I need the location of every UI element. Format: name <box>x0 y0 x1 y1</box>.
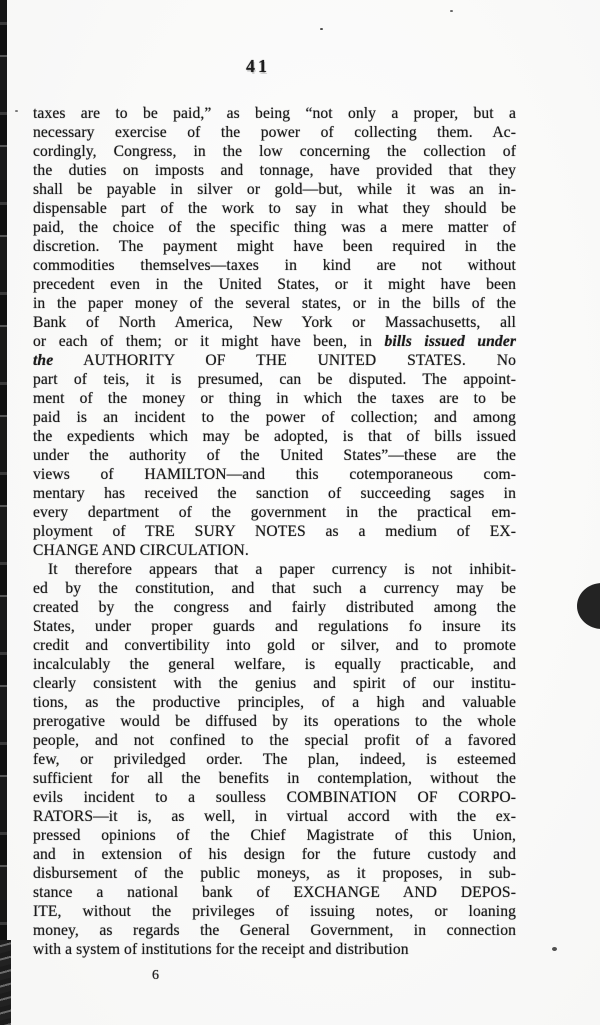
text-line: CHANGE AND CIRCULATION. <box>33 542 249 559</box>
scan-edge-left-bottom <box>0 940 11 1025</box>
text-line: sufficient for all the benefits in contemplation, without the <box>33 770 516 787</box>
text-line: and in extension of his design for the future custody and <box>33 846 516 863</box>
text-line: views of HAMILTON—and this cotemporaneous com- <box>33 466 516 483</box>
text-line: paid, the choice of the specific thing was a mere matter of <box>33 219 516 236</box>
text-line: money, as regards the General Government, in connection <box>33 922 516 939</box>
scan-blob-right <box>577 583 600 629</box>
text-line: shall be payable in silver or gold—but, while it was an in- <box>33 181 516 198</box>
body-text-block <box>33 104 516 959</box>
text-line: or each of them; or it might have been, in bills issued under <box>33 333 517 350</box>
text-line: ment of the money or thing in which the taxes are to be <box>33 390 516 407</box>
text-line: commodities themselves—taxes in kind are not without <box>33 257 516 274</box>
page-number: 41 <box>246 56 270 76</box>
text-line: cordingly, Congress, in the low concerning the collection of <box>33 143 516 160</box>
text-line: stance a national bank of EXCHANGE AND DEPOS- <box>33 884 516 901</box>
scan-edge-left <box>0 0 7 1025</box>
text-line: the expedients which may be adopted, is that of bills issued <box>33 428 516 445</box>
text-line: pressed opinions of the Chief Magistrate of this Union, <box>33 827 516 844</box>
text-line: It therefore appears that a paper currency is not inhibit- <box>48 561 516 578</box>
text-line: States, under proper guards and regulations fo insure its <box>33 618 516 635</box>
text-line: tions, as the productive principles, of a high and valuable <box>33 694 516 711</box>
text-line: dispensable part of the work to say in what they should be <box>33 200 516 217</box>
text-line: people, and not confined to the special profit of a favored <box>33 732 516 749</box>
text-line: the duties on imposts and tonnage, have provided that they <box>33 162 516 179</box>
signature-mark: 6 <box>152 968 159 983</box>
text-line: in the paper money of the several states, or in the bills of the <box>33 295 516 312</box>
text-line: the AUTHORITY OF THE UNITED STATES. No <box>33 352 516 369</box>
text-line: every department of the government in the practical em- <box>33 504 516 521</box>
text-line: few, or priviledged order. The plan, indeed, is esteemed <box>33 751 516 768</box>
text-line: ployment of TRE SURY NOTES as a medium of EX- <box>33 523 516 540</box>
text-line: ed by the constitution, and that such a currency may be <box>33 580 516 597</box>
text-line: prerogative would be diffused by its operations to the whole <box>33 713 516 730</box>
text-line: evils incident to a soulless COMBINATION OF CORPO- <box>33 789 516 806</box>
text-line: disbursement of the public moneys, as it proposes, in sub- <box>33 865 516 882</box>
text-line: ITE, without the privileges of issuing notes, or loaning <box>33 903 516 920</box>
text-line: discretion. The payment might have been required in the <box>33 238 516 255</box>
text-line: under the authority of the United States”—these are the <box>33 447 516 464</box>
text-line: with a system of institutions for the receipt and distribution <box>33 941 409 958</box>
text-line: taxes are to be paid,” as being “not only a proper, but a <box>33 105 516 122</box>
text-line: paid is an incident to the power of collection; and among <box>33 409 516 426</box>
text-line: RATORS—it is, as well, in virtual accord with the ex- <box>33 808 516 825</box>
text-line: necessary exercise of the power of collecting them. Ac- <box>33 124 516 141</box>
scan-speck <box>320 28 323 30</box>
text-line: mentary has received the sanction of succeeding sages in <box>33 485 516 502</box>
text-line: part of teis, it is presumed, can be disputed. The appoint- <box>33 371 516 388</box>
text-line: clearly consistent with the genius and spirit of our institu- <box>33 675 516 692</box>
text-line: credit and convertibility into gold or silver, and to promote <box>33 637 516 654</box>
text-line: created by the congress and fairly distributed among the <box>33 599 516 616</box>
text-line: precedent even in the United States, or it might have been <box>33 276 516 293</box>
text-line: Bank of North America, New York or Massachusetts, all <box>33 314 516 331</box>
text-line: incalculably the general welfare, is equally practicable, and <box>33 656 516 673</box>
